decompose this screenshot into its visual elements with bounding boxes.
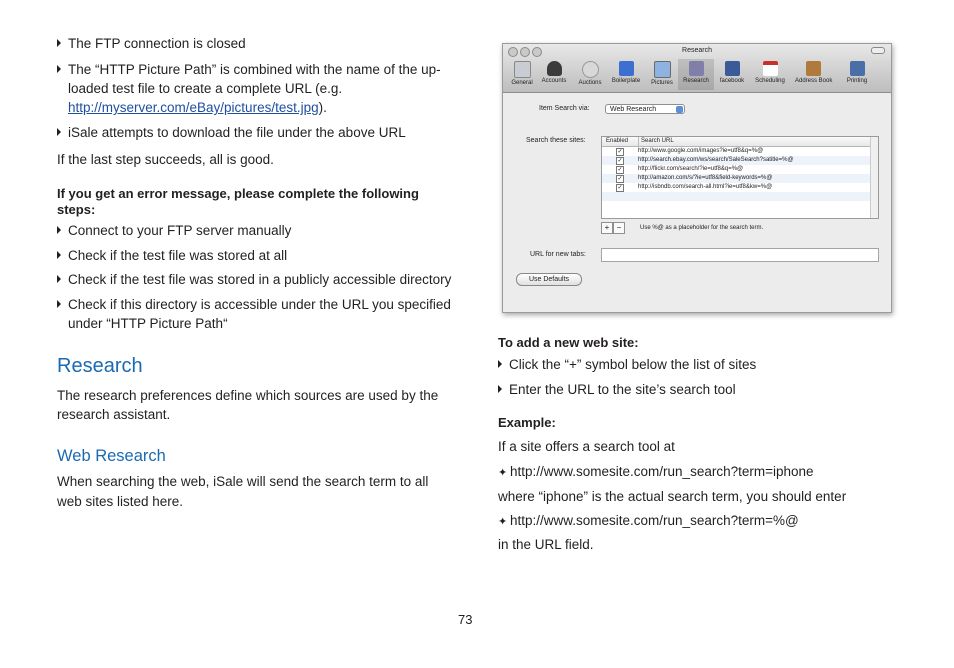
toolbar-scheduling[interactable]: Scheduling (752, 61, 788, 84)
success-text: If the last step succeeds, all is good. (57, 152, 274, 167)
table-row[interactable]: ✓ http://amazon.com/s/?ie=utf8&field-keywords=%@ (602, 174, 878, 183)
web-research-text-1: When searching the web, iSale will send the search term to all (57, 474, 429, 489)
window-toolbar (503, 44, 891, 93)
bullet-download: iSale attempts to download the file under the above URL (57, 125, 406, 141)
toolbar-printing[interactable]: Printing (839, 61, 875, 84)
col-url-header[interactable]: Search URL (638, 137, 674, 146)
star-bullet-icon: ✦ (498, 516, 508, 528)
toolbar-facebook[interactable]: facebook (714, 61, 750, 84)
toolbar-general[interactable]: General (504, 61, 540, 86)
bullet-arrow-icon (57, 65, 61, 73)
search-sites-table[interactable] (601, 136, 879, 219)
item-search-select[interactable]: Web Research (605, 104, 685, 114)
example-line-2: where “iphone” is the actual search term, you should enter (498, 489, 847, 504)
table-header (602, 137, 878, 147)
add-site-button[interactable]: + (601, 222, 613, 234)
use-defaults-button[interactable]: Use Defaults (516, 273, 582, 286)
example-url-2: ✦ http://www.somesite.com/run_search?term=%@ (498, 513, 799, 528)
placeholder-hint: Use %@ as a placeholder for the search term. (640, 225, 764, 231)
add-site-heading: To add a new web site: (498, 335, 639, 350)
error-heading-line1: If you get an error message, please complete the following (57, 186, 419, 201)
window-title: Research (682, 47, 712, 54)
table-row (602, 201, 878, 210)
bullet-arrow-icon (57, 251, 61, 259)
enabled-checkbox[interactable]: ✓ (617, 185, 623, 191)
bullet-picture-path: The “HTTP Picture Path” is combined with the name of the up- (57, 62, 441, 78)
toolbar-toggle-icon[interactable] (871, 47, 885, 54)
remove-site-button[interactable]: − (613, 222, 625, 234)
address-book-icon (806, 61, 821, 76)
add-step-enter: Enter the URL to the site’s search tool (498, 382, 736, 398)
item-search-label: Item Search via: (539, 105, 590, 112)
web-research-heading: Web Research (57, 447, 166, 465)
bullet-picture-path-cont: loaded test file to create a complete URL (e.g. (68, 81, 343, 96)
enabled-checkbox[interactable]: ✓ (617, 149, 623, 155)
pictures-icon (654, 61, 671, 78)
table-row[interactable]: ✓ http://isbndb.com/search-all.html?ie=utf8&kw=%@ (617, 184, 773, 191)
accounts-icon (547, 61, 562, 76)
example-url-1: ✦ http://www.somesite.com/run_search?term=iphone (498, 464, 814, 479)
toolbar-address-book[interactable]: Address Book (795, 61, 831, 84)
bullet-arrow-icon (57, 39, 61, 47)
step-check-url: Check if this directory is accessible under the URL you specified (57, 297, 451, 313)
step-connect: Connect to your FTP server manually (57, 223, 291, 239)
general-icon (514, 61, 531, 78)
table-row[interactable]: ✓ http://flickr.com/search/?ie=utf8&q=%@ (617, 166, 744, 173)
new-tabs-url-field[interactable] (601, 248, 879, 262)
table-scrollbar[interactable] (870, 137, 878, 218)
bullet-ftp-closed: The FTP connection is closed (57, 36, 246, 52)
toolbar-research[interactable]: Research (678, 59, 714, 90)
enabled-checkbox[interactable]: ✓ (617, 167, 623, 173)
step-check-stored: Check if the test file was stored at all (57, 248, 287, 264)
bullet-arrow-icon (498, 385, 502, 393)
bullet-arrow-icon (57, 226, 61, 234)
col-enabled-header[interactable]: Enabled (606, 138, 629, 144)
search-sites-label: Search these sites: (526, 137, 586, 144)
research-text-2: research assistant. (57, 407, 171, 422)
bullet-arrow-icon (57, 275, 61, 283)
toolbar-auctions[interactable]: Auctions (572, 61, 608, 86)
table-row[interactable]: ✓ http://search.ebay.com/ws/search/SaleSearch?satitle=%@ (602, 156, 878, 165)
popup-arrows-icon (676, 106, 683, 113)
step-check-url-cont: under “HTTP Picture Path“ (68, 316, 228, 331)
toolbar-boilerplate[interactable]: Boilerplate (608, 61, 644, 84)
new-tabs-label: URL for new tabs: (530, 251, 586, 258)
table-row[interactable]: ✓ http://www.google.com/images?ie=utf8&q=%@ (617, 148, 764, 155)
bullet-arrow-icon (57, 128, 61, 136)
scheduling-icon (763, 61, 778, 76)
enabled-checkbox[interactable]: ✓ (617, 158, 623, 164)
add-step-click: Click the “+” symbol below the list of sites (498, 357, 756, 373)
research-preferences-window (502, 43, 892, 313)
boilerplate-icon (619, 61, 634, 76)
bullet-arrow-icon (498, 360, 502, 368)
printing-icon (850, 61, 865, 76)
toolbar-accounts[interactable]: Accounts (536, 61, 572, 84)
table-row (602, 192, 878, 201)
auctions-icon (582, 61, 599, 78)
example-url-link[interactable]: http://myserver.com/eBay/pictures/test.jpg (68, 100, 319, 115)
toolbar-pictures[interactable]: Pictures (644, 61, 680, 86)
example-heading: Example: (498, 415, 556, 430)
bullet-picture-path-url: http://myserver.com/eBay/pictures/test.jpg). (68, 100, 327, 115)
web-research-text-2: web sites listed here. (57, 494, 184, 509)
step-check-public: Check if the test file was stored in a publicly accessible directory (57, 272, 451, 288)
error-heading-line2: steps: (57, 202, 96, 217)
page-number: 73 (458, 612, 473, 627)
star-bullet-icon: ✦ (498, 467, 508, 479)
facebook-icon (725, 61, 740, 76)
bullet-arrow-icon (57, 300, 61, 308)
research-heading: Research (57, 355, 143, 377)
example-line-3: in the URL field. (498, 537, 594, 552)
enabled-checkbox[interactable]: ✓ (617, 176, 623, 182)
research-text-1: The research preferences define which sources are used by the (57, 388, 439, 403)
example-line-1: If a site offers a search tool at (498, 439, 675, 454)
research-icon (689, 61, 704, 76)
